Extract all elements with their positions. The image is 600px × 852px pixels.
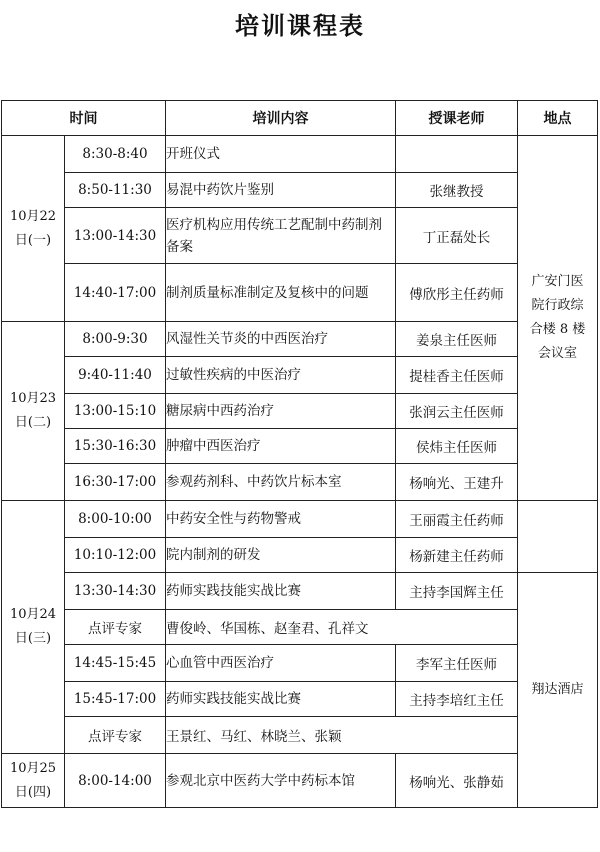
- page-title: 培训课程表: [235, 11, 365, 40]
- expert-label-cell: 点评专家: [65, 610, 166, 645]
- content-cell: 心血管中西医治疗: [166, 645, 396, 682]
- date-cell: 10月23 日(二): [2, 322, 65, 501]
- teacher-cell: 张润云主任医师: [396, 394, 518, 429]
- teacher-cell: [396, 136, 518, 173]
- table-row: [2, 464, 598, 501]
- expert-names-cell: 王景红、马红、林晓兰、张颖: [166, 717, 518, 754]
- venue-cell: 广安门医 院行政综 合楼 8 楼 会议室: [518, 136, 598, 501]
- date-cell: 10月25 日(四): [2, 754, 65, 808]
- table-row: [2, 573, 598, 610]
- teacher-cell: 丁正磊处长: [396, 208, 518, 264]
- teacher-cell: 杨新建主任药师: [396, 538, 518, 573]
- venue-cell-blank: [518, 501, 598, 573]
- time-cell: 16:30-17:00: [65, 464, 166, 501]
- teacher-cell: 张继教授: [396, 173, 518, 208]
- table-row: [2, 173, 598, 208]
- table-row: [2, 717, 598, 754]
- table-row: [2, 429, 598, 464]
- table-row: [2, 136, 598, 173]
- header-content: 培训内容: [166, 101, 396, 136]
- table-row: [2, 538, 598, 573]
- content-cell: 院内制剂的研发: [166, 538, 396, 573]
- table-row: [2, 394, 598, 429]
- table-row: [2, 754, 598, 808]
- expert-label-cell: 点评专家: [65, 717, 166, 754]
- venue-cell: 翔达酒店: [518, 573, 598, 808]
- table-row: [2, 357, 598, 394]
- table-row: [2, 501, 598, 538]
- teacher-cell: 王丽霞主任药师: [396, 501, 518, 538]
- date-cell: 10月22 日(一): [2, 136, 65, 322]
- time-cell: 8:00-14:00: [65, 754, 166, 808]
- content-cell: 中药安全性与药物警戒: [166, 501, 396, 538]
- teacher-cell: 提桂香主任医师: [396, 357, 518, 394]
- teacher-cell: 姜泉主任医师: [396, 322, 518, 357]
- header-teacher: 授课老师: [396, 101, 518, 136]
- content-cell: 过敏性疾病的中医治疗: [166, 357, 396, 394]
- content-cell: 易混中药饮片鉴别: [166, 173, 396, 208]
- content-cell: 风湿性关节炎的中西医治疗: [166, 322, 396, 357]
- time-cell: 8:30-8:40: [65, 136, 166, 173]
- time-cell: 8:50-11:30: [65, 173, 166, 208]
- content-cell: 糖尿病中西药治疗: [166, 394, 396, 429]
- teacher-cell: 杨响光、张静茹: [396, 754, 518, 808]
- content-cell: 制剂质量标准制定及复核中的问题: [166, 264, 396, 322]
- content-cell: 药师实践技能实战比赛: [166, 682, 396, 717]
- table-row: [2, 610, 598, 645]
- table-row: [2, 208, 598, 264]
- expert-names-cell: 曹俊岭、华国栋、赵奎君、孔祥文: [166, 610, 518, 645]
- date-cell: 10月24 日(三): [2, 501, 65, 754]
- content-cell: 医疗机构应用传统工艺配制中药制剂备案: [166, 208, 396, 264]
- time-cell: 10:10-12:00: [65, 538, 166, 573]
- table-header-row: [2, 101, 598, 136]
- table-row: [2, 264, 598, 322]
- time-cell: 13:00-15:10: [65, 394, 166, 429]
- content-cell: 肿瘤中西医治疗: [166, 429, 396, 464]
- schedule-table: [1, 100, 598, 808]
- teacher-cell: 主持李培红主任: [396, 682, 518, 717]
- time-cell: 14:40-17:00: [65, 264, 166, 322]
- time-cell: 13:00-14:30: [65, 208, 166, 264]
- teacher-cell: 杨响光、王建升: [396, 464, 518, 501]
- time-cell: 15:30-16:30: [65, 429, 166, 464]
- time-cell: 8:00-9:30: [65, 322, 166, 357]
- time-cell: 14:45-15:45: [65, 645, 166, 682]
- teacher-cell: 侯炜主任医师: [396, 429, 518, 464]
- teacher-cell: 主持李国辉主任: [396, 573, 518, 610]
- content-cell: 参观药剂科、中药饮片标本室: [166, 464, 396, 501]
- header-venue: 地点: [518, 101, 598, 136]
- table-row: [2, 645, 598, 682]
- content-cell: 参观北京中医药大学中药标本馆: [166, 754, 396, 808]
- content-cell: 药师实践技能实战比赛: [166, 573, 396, 610]
- time-cell: 9:40-11:40: [65, 357, 166, 394]
- header-time: 时间: [2, 101, 166, 136]
- teacher-cell: 李军主任医师: [396, 645, 518, 682]
- time-cell: 8:00-10:00: [65, 501, 166, 538]
- table-row: [2, 682, 598, 717]
- table-row: [2, 322, 598, 357]
- time-cell: 15:45-17:00: [65, 682, 166, 717]
- content-cell: 开班仪式: [166, 136, 396, 173]
- teacher-cell: 傅欣彤主任药师: [396, 264, 518, 322]
- time-cell: 13:30-14:30: [65, 573, 166, 610]
